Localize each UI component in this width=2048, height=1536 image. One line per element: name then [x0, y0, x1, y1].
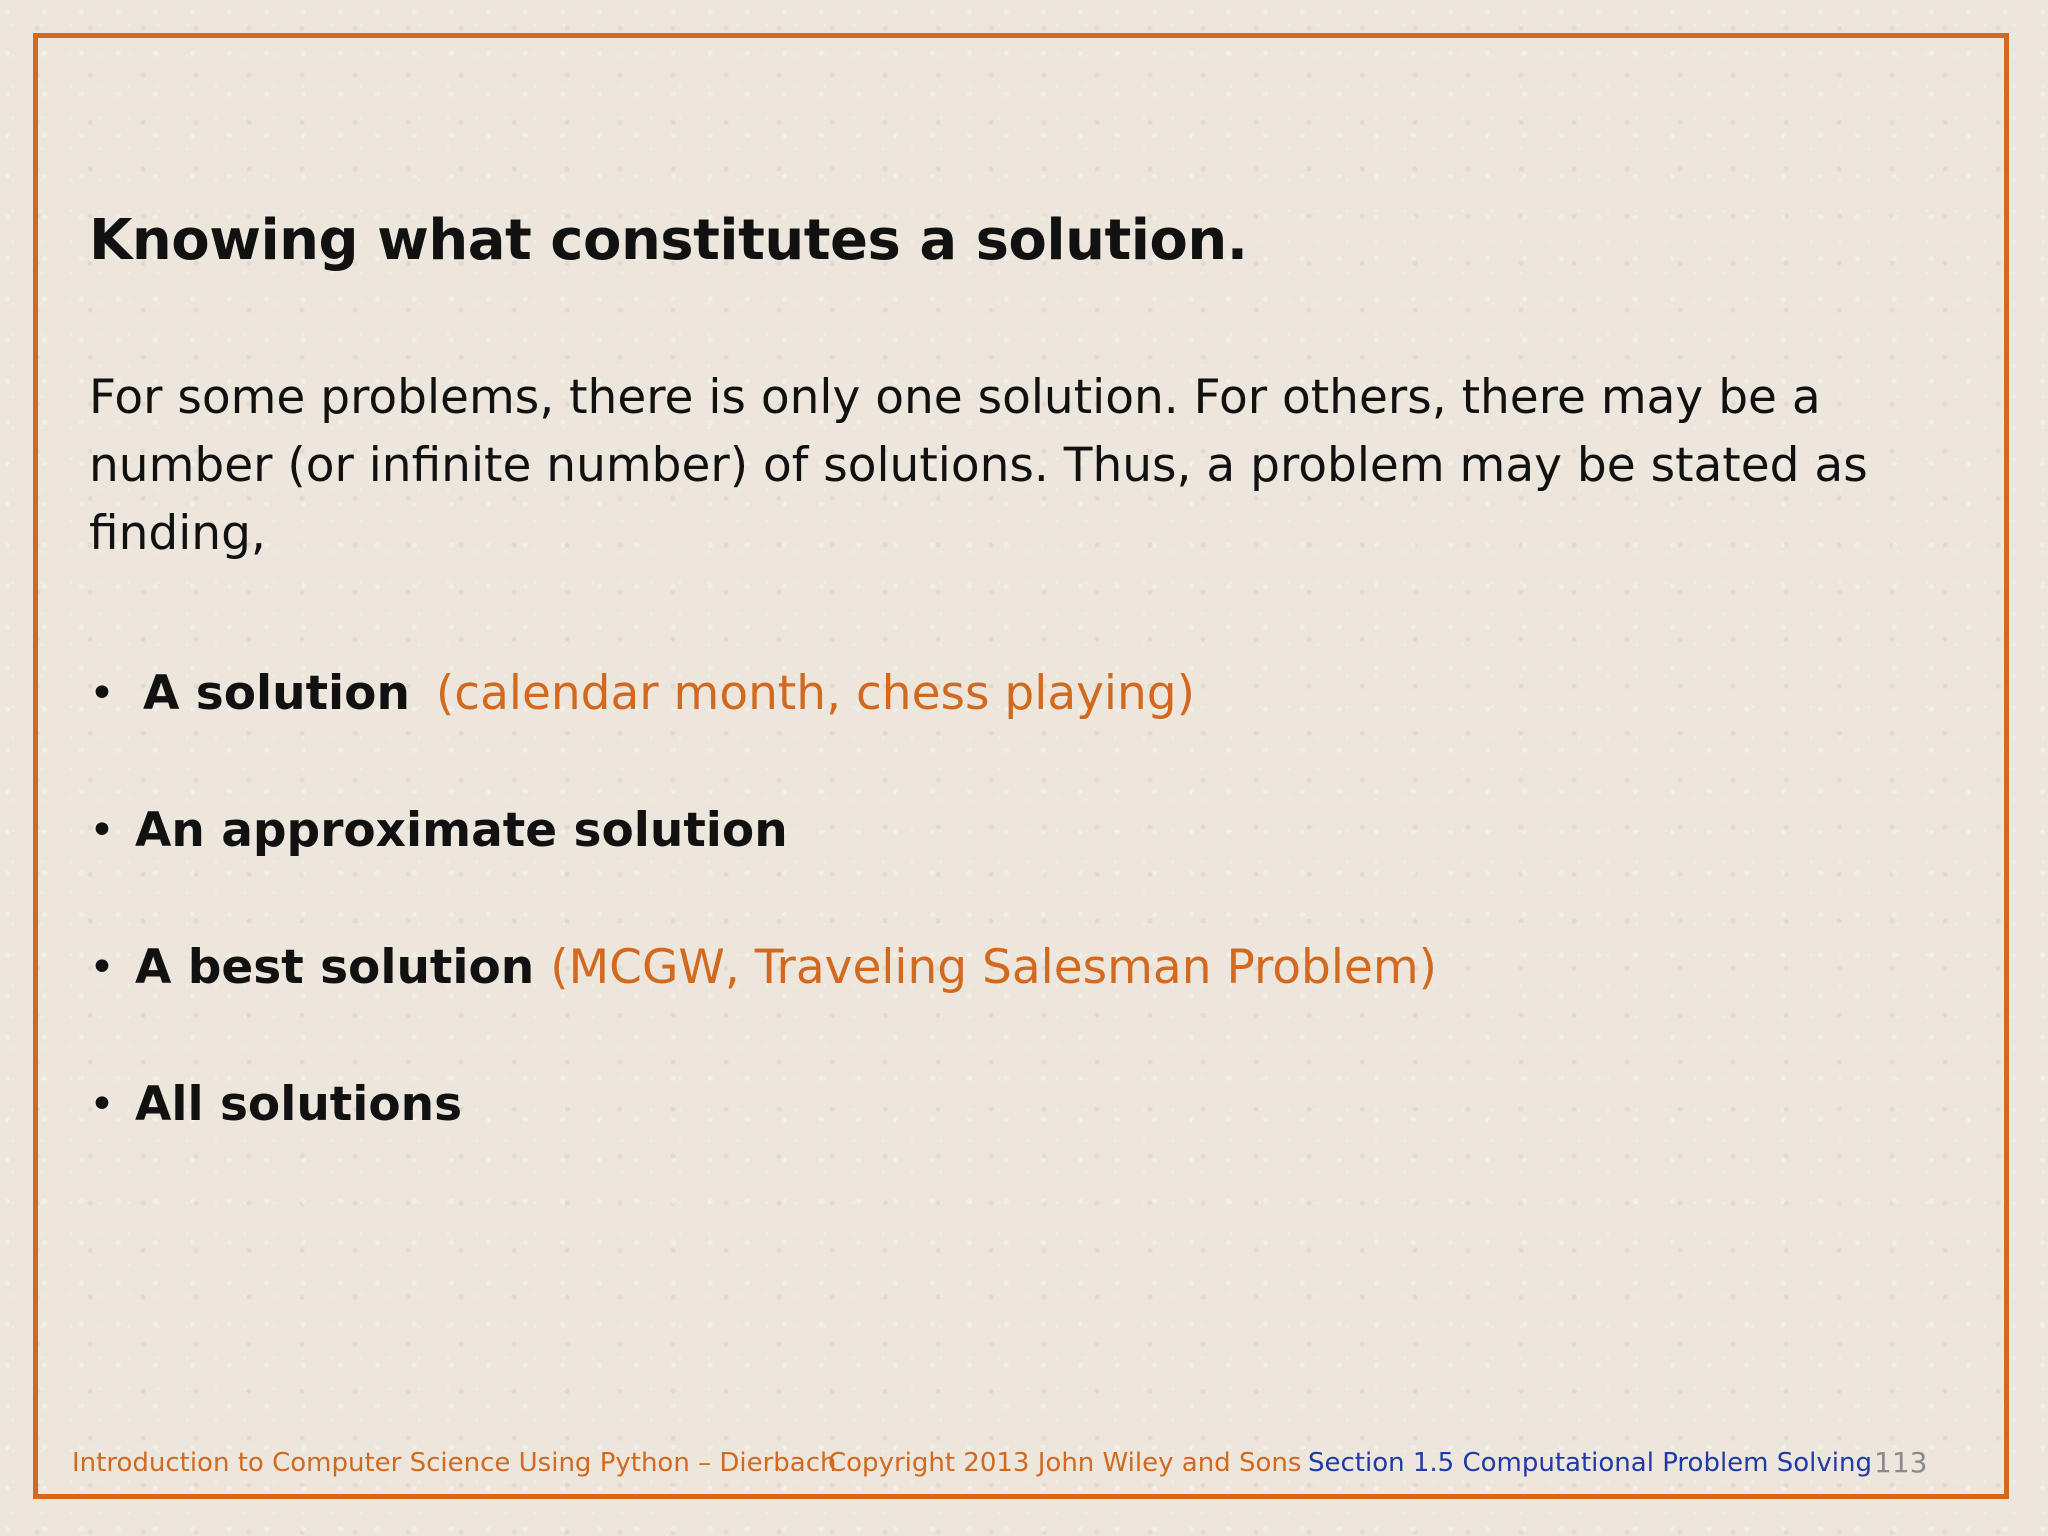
footer-section: Section 1.5 Computational Problem Solving [1308, 1448, 1872, 1478]
footer-book-title: Introduction to Computer Science Using Python – Dierbach [72, 1448, 837, 1478]
bullet-term [135, 934, 1437, 1002]
bullet-term-text: All solutions [135, 1077, 463, 1132]
bullet-term [135, 1071, 462, 1139]
bullet-example: (calendar month, chess playing) [435, 666, 1195, 721]
bullet-term [135, 797, 788, 865]
slide-title: Knowing what constitutes a solution. [89, 208, 1248, 273]
bullet-icon: • [89, 942, 115, 993]
bullet-term-text: A solution [143, 666, 410, 721]
bullet-term-text: An approximate solution [135, 803, 788, 858]
bullet-term [143, 660, 1195, 728]
page-number: 113 [1874, 1446, 1928, 1479]
footer-copyright: Copyright 2013 John Wiley and Sons [828, 1448, 1302, 1478]
intro-paragraph: For some problems, there is only one solution. For others, there may be a number (or infinite number) of solutions. Thus, a problem may be stated as finding, [89, 370, 1868, 561]
bullet-icon: • [89, 668, 115, 719]
bullet-icon: • [89, 805, 115, 856]
bullet-term-text: A best solution [135, 940, 535, 995]
bullet-icon: • [89, 1079, 115, 1130]
bullet-example: (MCGW, Traveling Salesman Problem) [550, 940, 1437, 995]
